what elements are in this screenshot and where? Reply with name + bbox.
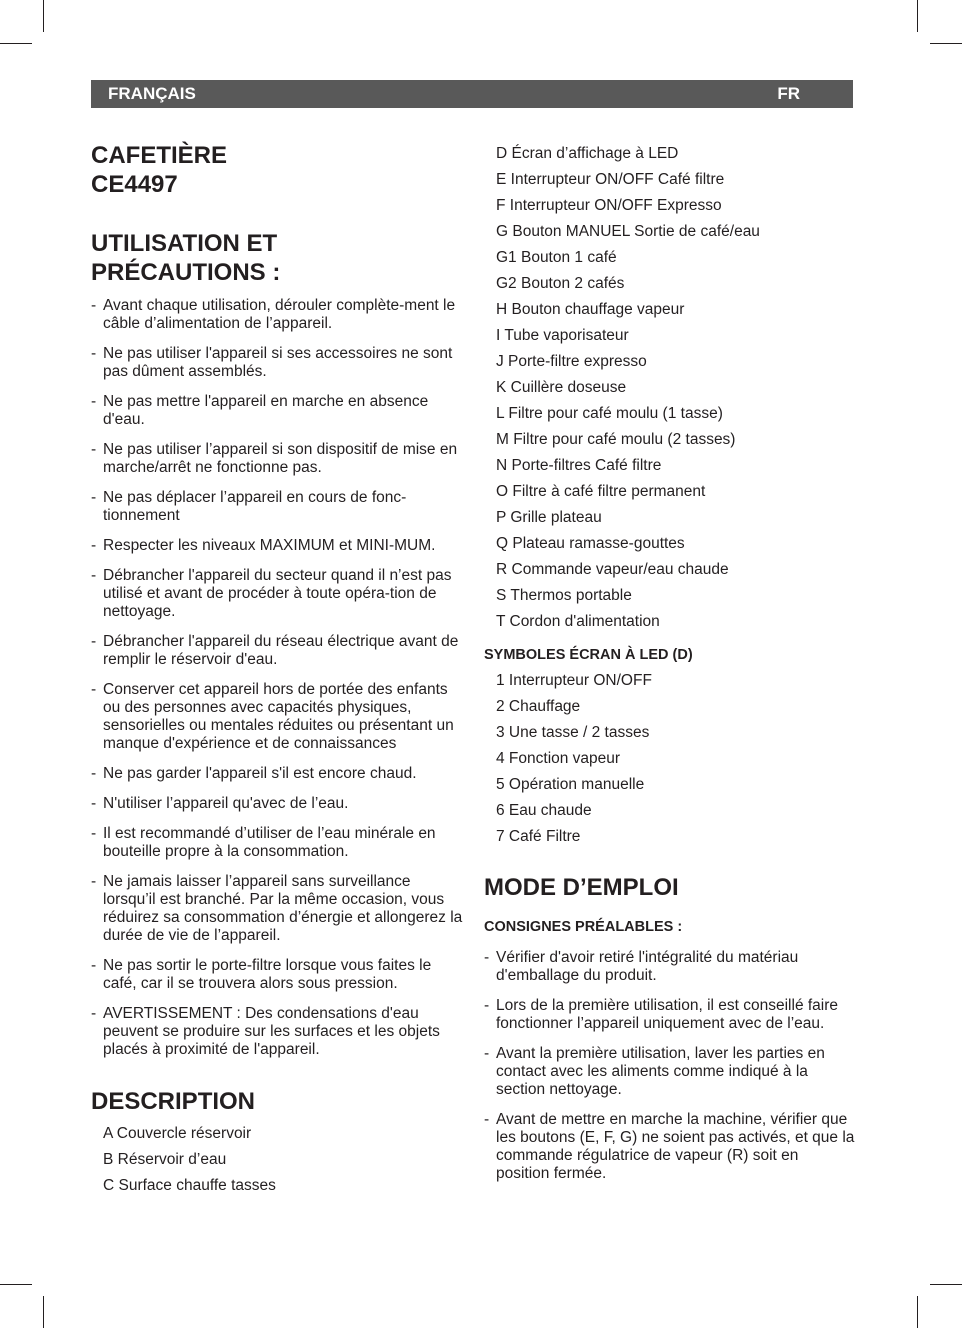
list-item: G Bouton MANUEL Sortie de café/eau [496, 223, 760, 240]
list-item: 4 Fonction vapeur [496, 750, 621, 767]
symbols-heading: SYMBOLES ÉCRAN À LED (D) [484, 647, 693, 663]
crop-mark [917, 0, 918, 32]
left-column [91, 140, 463, 1199]
consignes-heading: CONSIGNES PRÉALABLES : [484, 919, 683, 935]
list-item: 5 Opération manuelle [496, 776, 645, 793]
list-item: L Filtre pour café moulu (1 tasse) [496, 405, 723, 422]
list-item: P Grille plateau [496, 509, 602, 526]
list-item: - Ne jamais laisser l’appareil sans surveillance lorsqu’il est branché. Par la même occasion, vous réduirez sa consommation d’énergie et allongerez la durée de vie de l’appareil. [91, 873, 463, 945]
crop-mark [43, 0, 44, 32]
crop-mark [43, 1296, 44, 1328]
symbols-list [484, 668, 856, 850]
list-item: - Lors de la première utilisation, il est conseillé faire fonctionner l’appareil uniquement avec de l’eau. [484, 997, 856, 1033]
list-item: 7 Café Filtre [496, 828, 581, 845]
list-item: - Respecter les niveaux MAXIMUM et MINI-MUM. [91, 537, 463, 555]
list-item: M Filtre pour café moulu (2 tasses) [496, 431, 736, 448]
list-item: F Interrupteur ON/OFF Expresso [496, 197, 722, 214]
crop-mark [930, 1284, 962, 1285]
crop-mark [0, 1284, 32, 1285]
list-item: - Ne pas garder l'appareil s'il est encore chaud. [91, 765, 463, 783]
list-item: - Avant de mettre en marche la machine, vérifier que les boutons (E, F, G) ne soient pas activés, et que la commande régulatrice de vapeur (R) soit en position fermée. [484, 1111, 856, 1183]
list-item: G1 Bouton 1 café [496, 249, 617, 266]
list-item: T Cordon d'alimentation [496, 613, 660, 630]
consignes-list [484, 949, 856, 1183]
list-item: N Porte-filtres Café filtre [496, 457, 662, 474]
product-model: CE4497 [91, 171, 178, 198]
list-item: R Commande vapeur/eau chaude [496, 561, 729, 578]
description-heading: DESCRIPTION [91, 1088, 256, 1115]
list-item: - N'utiliser l’appareil qu'avec de l’eau. [91, 795, 463, 813]
language-label: FRANÇAIS [108, 84, 196, 103]
product-title [91, 141, 463, 199]
list-item: - Avant chaque utilisation, dérouler complète-ment le câble d’alimentation de l’appareil. [91, 297, 463, 333]
list-item: - Débrancher l'appareil du secteur quand il n’est pas utilisé et avant de procéder à toute opéra-tion de nettoyage. [91, 567, 463, 621]
crop-mark [930, 43, 962, 44]
list-item: S Thermos portable [496, 587, 632, 604]
language-code: FR [777, 84, 800, 103]
language-header-bar [91, 80, 853, 108]
list-item: - Ne pas mettre l'appareil en marche en absence d'eau. [91, 393, 463, 429]
list-item: - Ne pas utiliser l’appareil si son dispositif de mise en marche/arrêt ne fonctionne pas. [91, 441, 463, 477]
list-item: - Il est recommandé d’utiliser de l’eau minérale en bouteille propre à la consommation. [91, 825, 463, 861]
list-item: O Filtre à café filtre permanent [496, 483, 706, 500]
usage-heading: UTILISATION ET PRÉCAUTIONS : [91, 230, 281, 286]
list-item: 6 Eau chaude [496, 802, 592, 819]
list-item: I Tube vaporisateur [496, 327, 629, 344]
list-item: - AVERTISSEMENT : Des condensations d'eau peuvent se produire sur les surfaces et les objets placés à proximité de l'appareil. [91, 1005, 463, 1059]
crop-mark [0, 43, 32, 44]
mode-heading: MODE D’EMPLOI [484, 874, 679, 901]
list-item: - Vérifier d'avoir retiré l'intégralité du matériau d'emballage du produit. [484, 949, 856, 985]
list-item: D Écran d’affichage à LED [496, 145, 679, 162]
list-item: B Réservoir d’eau [103, 1151, 227, 1168]
description-list-right [484, 141, 856, 635]
list-item: 1 Interrupteur ON/OFF [496, 672, 652, 689]
right-column [484, 141, 856, 1195]
list-item: - Ne pas utiliser l'appareil si ses accessoires ne sont pas dûment assemblés. [91, 345, 463, 381]
list-item: E Interrupteur ON/OFF Café filtre [496, 171, 725, 188]
list-item: 3 Une tasse / 2 tasses [496, 724, 650, 741]
list-item: - Ne pas déplacer l’appareil en cours de fonc-tionnement [91, 489, 463, 525]
list-item: - Avant la première utilisation, laver les parties en contact avec les aliments comme indiqué à la section nettoyage. [484, 1045, 856, 1099]
list-item: G2 Bouton 2 cafés [496, 275, 625, 292]
list-item: C Surface chauffe tasses [103, 1177, 276, 1194]
list-item: - Conserver cet appareil hors de portée des enfants ou des personnes avec capacités physiques, sensorielles ou mentales réduites ou présentant un manque d'expérience et de connaissances [91, 681, 463, 753]
product-title-line1: CAFETIÈRE [91, 142, 228, 169]
list-item: H Bouton chauffage vapeur [496, 301, 685, 318]
list-item: - Débrancher l'appareil du réseau électrique avant de remplir le réservoir d'eau. [91, 633, 463, 669]
list-item: A Couvercle réservoir [103, 1125, 252, 1142]
description-list-left [91, 1121, 463, 1199]
list-item: - Ne pas sortir le porte-filtre lorsque vous faites le café, car il se trouvera alors sous pression. [91, 957, 463, 993]
crop-mark [917, 1296, 918, 1328]
list-item: K Cuillère doseuse [496, 379, 627, 396]
list-item: J Porte-filtre expresso [496, 353, 647, 370]
list-item: Q Plateau ramasse-gouttes [496, 535, 685, 552]
usage-list [91, 297, 463, 1059]
list-item: 2 Chauffage [496, 698, 581, 715]
